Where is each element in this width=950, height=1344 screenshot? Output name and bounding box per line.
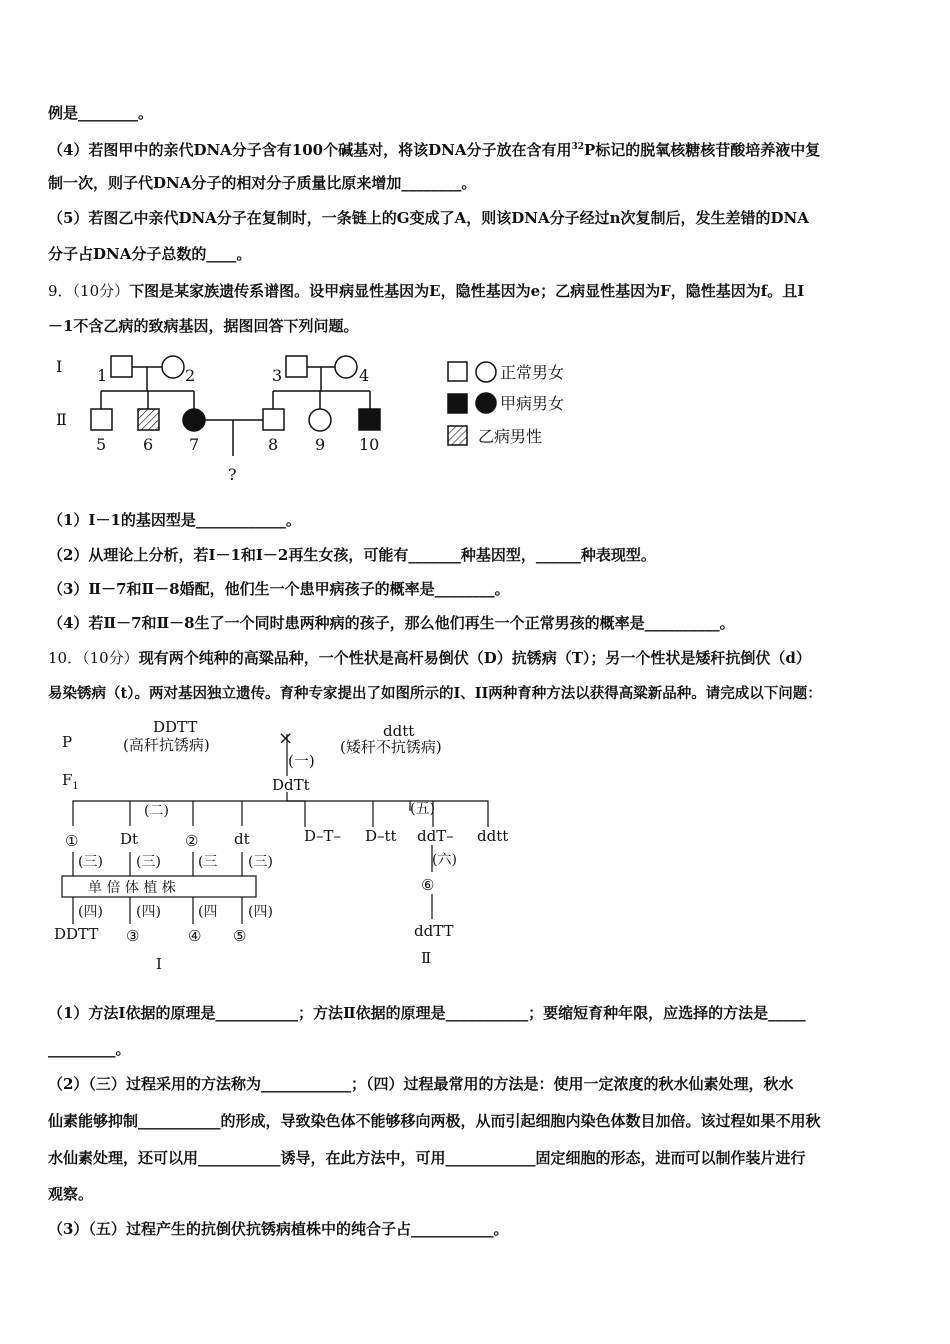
step-4-c: (四: [198, 904, 218, 920]
legend-normal-label: 正常男女: [500, 363, 565, 382]
question-9-text: 下图是某家族遗传系谱图。设甲病显性基因为E，隐性基因为e；乙病显性基因为F，隐性基因为f。且Ⅰ: [129, 282, 805, 300]
f2-ddtt: ddtt: [477, 827, 509, 845]
f2-ddT: ddT–: [417, 827, 454, 845]
parent-1-phenotype: (高秆抗锈病): [123, 736, 210, 754]
generation-I-label: Ⅰ: [56, 357, 63, 376]
label-8: 8: [268, 435, 279, 454]
label-7: 7: [189, 435, 200, 454]
cross-symbol: ×: [278, 728, 294, 749]
superscript-32: 32: [571, 142, 584, 152]
question-10-2-line-1: （2）（三）过程采用的方法称为____________；（四）过程最常用的方法是：使用一定浓度的秋水仙素处理，秋水: [48, 1075, 794, 1093]
line-2a: （4）若图甲中的亲代DNA分子含有100个碱基对，将该DNA分子放在含有用: [48, 141, 572, 159]
parent-1-genotype: DDTT: [153, 718, 198, 736]
legend-jia-male: [448, 394, 467, 413]
individual-II-6: [138, 409, 159, 430]
legend-normal-female: [476, 362, 496, 382]
label-child: ?: [228, 465, 237, 484]
label-6: 6: [143, 435, 154, 454]
label-1: 1: [97, 366, 108, 385]
individual-I-1: [111, 356, 132, 377]
step-3-c: (三: [198, 854, 218, 870]
result-6: ⑥: [421, 876, 435, 894]
breeding-diagram: [48, 714, 568, 974]
parent-2-genotype: ddtt: [383, 722, 415, 740]
legend-yi-male: [448, 426, 467, 445]
legend-normal-male: [448, 362, 467, 381]
individual-II-10: [359, 409, 380, 430]
step-3-b: (三): [136, 854, 161, 870]
gamete-Dt: Dt: [120, 830, 139, 848]
individual-I-2: [162, 356, 184, 378]
question-9-line-2: －1不含乙病的致病基因，据图回答下列问题。: [48, 317, 359, 335]
label-f1-sub: 1: [72, 781, 79, 792]
line-1: 例是________。: [48, 104, 154, 122]
haploid-plants: 单 倍 体 植 株: [88, 880, 176, 896]
question-9-number: 9．（10分）: [48, 282, 130, 300]
question-10-2-line-3: 水仙素处理，还可以用___________诱导，在此方法中，可用____________固定细胞的形态，进而可以制作装片进行: [48, 1149, 806, 1167]
result-3: ③: [126, 927, 140, 945]
line-4: （5）若图乙中亲代DNA分子在复制时，一条链上的G变成了A，则该DNA分子经过n次复制后，发生差错的DNA: [48, 209, 809, 227]
individual-II-7: [183, 409, 205, 431]
individual-I-4: [335, 356, 357, 378]
step-2-label: (二): [144, 803, 169, 819]
label-5: 5: [96, 435, 107, 454]
legend-jia-label: 甲病男女: [500, 394, 565, 413]
step-6-label: (六): [432, 852, 457, 868]
question-10-line-2: 易染锈病（t）。两对基因独立遗传。育种专家提出了如图所示的I、II两种育种方法以获得高粱新品种。请完成以下问题：: [48, 685, 822, 702]
question-10-number: 10．（10分）: [48, 649, 139, 667]
step-4-a: (四): [78, 904, 103, 920]
individual-II-5: [91, 409, 112, 430]
generation-II-label: Ⅱ: [56, 410, 67, 429]
label-10: 10: [359, 435, 380, 454]
label-f1: [62, 771, 79, 792]
question-9-1: （1）Ⅰ－1的基因型是____________。: [48, 511, 301, 529]
gamete-2: ②: [185, 832, 199, 850]
method-1-label: I: [156, 955, 162, 973]
legend-jia-female: [476, 393, 496, 413]
pedigree-chart: [48, 346, 648, 486]
label-3: 3: [272, 366, 283, 385]
question-10-3: （3）（五）过程产生的抗倒伏抗锈病植株中的纯合子占___________。: [48, 1220, 509, 1238]
f2-D-tt: D–tt: [365, 827, 397, 845]
question-9-4: （4）若Ⅱ－7和Ⅱ－8生了一个同时患两种病的孩子，那么他们再生一个正常男孩的概率是__________。: [48, 614, 735, 632]
question-10-text: 现有两个纯种的高粱品种，一个性状是高杆易倒伏（D）抗锈病（T）；另一个性状是矮秆抗倒伏（d）: [138, 649, 811, 667]
label-9: 9: [315, 435, 326, 454]
question-10-2-line-4: 观察。: [48, 1185, 94, 1203]
method-2-label: Ⅱ: [421, 949, 432, 967]
result-5: ⑤: [233, 927, 247, 945]
step-4-d: (四): [248, 904, 273, 920]
step-3-a: (三): [78, 854, 103, 870]
line-2: [48, 137, 820, 160]
question-9-3: （3）Ⅱ－7和Ⅱ－8婚配，他们生一个患甲病孩子的概率是________。: [48, 580, 510, 598]
gamete-1: ①: [65, 832, 79, 850]
step-4-b: (四): [136, 904, 161, 920]
step-3-d: (三): [248, 854, 273, 870]
step-1-label: (一): [288, 752, 315, 770]
label-f1-main: F: [62, 771, 73, 789]
gamete-dt: dt: [234, 830, 250, 848]
label-2: 2: [185, 366, 196, 385]
final-ddTT: ddTT: [414, 922, 454, 940]
individual-I-3: [286, 356, 307, 377]
question-10-1-line-1: （1）方法Ⅰ依据的原理是___________；方法Ⅱ依据的原理是___________；要缩短育种年限，应选择的方法是_____: [48, 1004, 806, 1022]
question-10-line-1: [48, 648, 811, 668]
f2-D-T: D–T–: [304, 827, 342, 845]
line-2b: P标记的脱氧核糖核苷酸培养液中复: [584, 141, 821, 159]
label-p: P: [62, 733, 73, 751]
f1-genotype: DdTt: [272, 776, 310, 794]
question-9-line-1: [48, 281, 804, 301]
individual-II-9: [309, 409, 331, 431]
individual-II-8: [263, 409, 284, 430]
result-4: ④: [188, 927, 202, 945]
question-10-2-line-2: 仙素能够抑制___________的形成，导致染色体不能够移向两极，从而引起细胞内染色体数目加倍。该过程如果不用秋: [48, 1112, 821, 1130]
label-4: 4: [359, 366, 370, 385]
question-10-1-line-2: _________。: [48, 1040, 131, 1058]
step-5-label: (五): [410, 801, 435, 817]
line-3: 制一次，则子代DNA分子的相对分子质量比原来增加________。: [48, 174, 477, 192]
result-DDTT: DDTT: [54, 925, 99, 943]
question-9-2: （2）从理论上分析，若Ⅰ－1和Ⅰ－2再生女孩，可能有_______种基因型，______种表现型。: [48, 546, 656, 564]
legend-yi-label: 乙病男性: [478, 427, 543, 446]
line-5: 分子占DNA分子总数的____。: [48, 245, 252, 263]
parent-2-phenotype: (矮秆不抗锈病): [340, 738, 442, 756]
